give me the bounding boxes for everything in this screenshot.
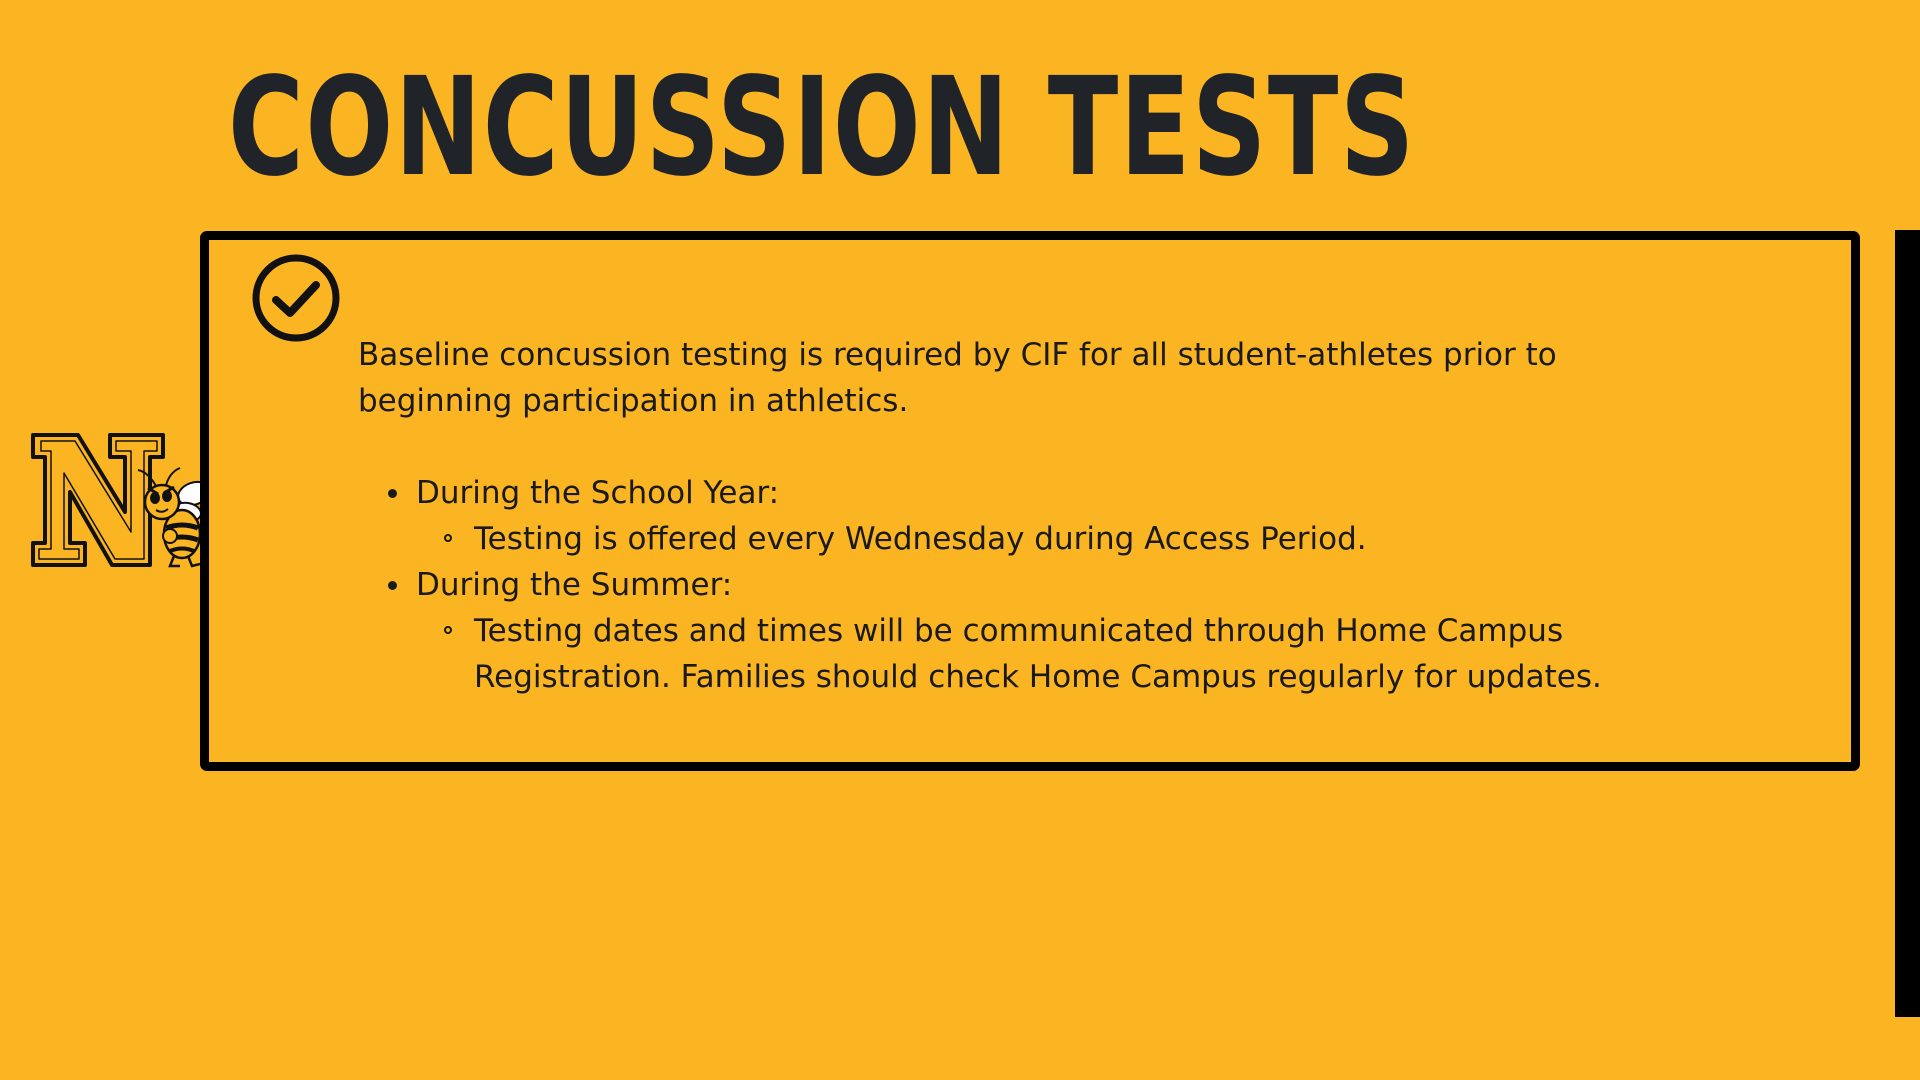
intro-paragraph: Baseline concussion testing is required by CIF for all student-athletes prior to beginning participation in athletics.	[358, 337, 1557, 419]
body-text	[358, 332, 1688, 700]
school-logo	[30, 432, 200, 572]
sub-bullet-school-year	[358, 516, 1688, 562]
bullet-summer	[358, 562, 1688, 608]
hollow-circle-icon	[444, 626, 452, 634]
check-circle-icon	[250, 252, 342, 344]
bullet-school-year	[358, 470, 1688, 516]
right-edge-bar	[1895, 230, 1920, 1017]
hollow-circle-icon	[444, 534, 452, 542]
bullet-list	[358, 470, 1688, 700]
sub-bullet-summer	[358, 608, 1688, 700]
bullet-dot-icon	[388, 489, 397, 498]
page-title: CONCUSSION TESTS	[228, 49, 1416, 207]
bullet-dot-icon	[388, 581, 397, 590]
bullet-label: During the School Year:	[416, 475, 780, 511]
bullet-label: During the Summer:	[416, 567, 733, 603]
sub-bullet-text: Testing dates and times will be communicated through Home Campus Registration. Families should check Home Campus regularly for updates.	[474, 613, 1602, 695]
sub-bullet-text: Testing is offered every Wednesday during Access Period.	[474, 521, 1367, 557]
